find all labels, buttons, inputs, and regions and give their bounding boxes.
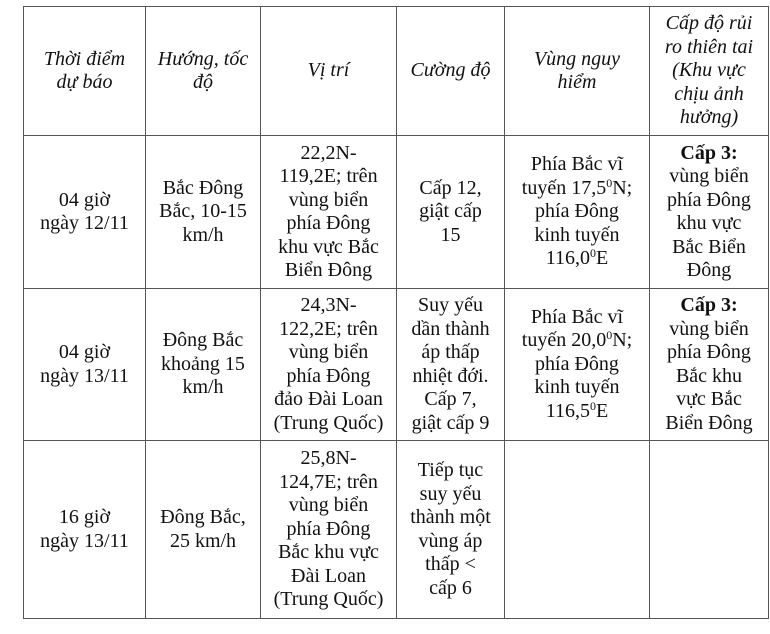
cell-direction-speed (146, 136, 261, 289)
text-line: vùng biển (669, 165, 749, 187)
text-line: vùng áp (418, 529, 483, 552)
header-direction-speed (146, 7, 261, 136)
text-line: hiểm (557, 71, 597, 93)
text-line: Cường độ (410, 59, 491, 82)
coordinate-unit: N; (612, 176, 633, 199)
cell-risk-level (650, 136, 769, 289)
text-line: chịu ảnh (674, 82, 744, 105)
cell-danger-zone (505, 441, 650, 619)
cell-direction-speed (146, 289, 261, 441)
degree-superscript: 0 (606, 328, 613, 343)
text-line: phía Đông (286, 517, 371, 540)
cell-forecast-time (24, 136, 146, 289)
text-line: Vùng nguy (533, 47, 621, 70)
text-line: 122,2E; trên (279, 317, 378, 340)
forecast-table (23, 6, 769, 619)
text-line (507, 247, 647, 271)
text-line: Phía Bắc vĩ (530, 305, 624, 328)
header-risk-level (650, 7, 769, 136)
table-row (24, 289, 769, 441)
text-line: thấp < (425, 553, 476, 575)
text-line: Thời điểm (43, 47, 126, 70)
header-danger-zone (505, 7, 650, 136)
degree-superscript: 0 (590, 246, 597, 261)
text-line: áp thấp (421, 341, 480, 363)
text-line: khu vực Bắc (278, 235, 379, 258)
text-line: vùng biển (288, 341, 369, 363)
coordinate-value: tuyến 17,5 (521, 176, 607, 199)
text-line: phía Đông (535, 352, 619, 375)
text-line: Bắc Biển (672, 235, 746, 258)
text-line: cấp 6 (429, 576, 472, 599)
text-line: 04 giờ (58, 341, 111, 363)
text-line: đảo Đài Loan (274, 388, 383, 410)
text-line: 124,7E; trên (279, 470, 378, 493)
text-line: vực Bắc (676, 388, 742, 410)
text-line (507, 329, 647, 353)
coordinate-value: 116,0 (545, 247, 591, 270)
cell-danger-zone (505, 136, 650, 289)
coordinate-unit: E (596, 399, 609, 422)
text-line: kinh tuyến (534, 223, 620, 246)
text-line: ngày 12/11 (40, 212, 129, 234)
text-line: vùng biển (288, 494, 369, 517)
risk-level-label: Cấp 3: (680, 141, 738, 164)
text-line: nhiệt đới. (412, 364, 489, 387)
text-line: phía Đông (535, 200, 619, 223)
text-line: Biển Đông (284, 259, 373, 281)
text-line: 22,2N- (300, 141, 357, 164)
text-line (507, 177, 647, 201)
text-line: (Trung Quốc) (273, 411, 384, 434)
text-line: Đài Loan (291, 564, 366, 587)
coordinate-unit: E (596, 247, 609, 270)
cell-position (261, 441, 397, 619)
text-line: suy yếu (419, 482, 482, 505)
text-line: 24,3N- (300, 294, 357, 316)
coordinate-unit: N; (612, 329, 633, 352)
text-line: thành một (410, 506, 491, 528)
text-line: Cấp độ rủi (665, 12, 753, 35)
text-line: Đông Bắc (162, 329, 244, 352)
text-line: phía Đông (667, 188, 751, 211)
table-row (24, 441, 769, 619)
text-line: Đông (686, 259, 732, 281)
text-line: Suy yếu (418, 294, 483, 316)
cell-forecast-time (24, 441, 146, 619)
text-line: hưởng) (679, 106, 739, 129)
text-line: giật cấp (419, 200, 482, 223)
text-line: 16 giờ (58, 506, 111, 528)
text-line: ngày 13/11 (40, 529, 129, 552)
cell-intensity (397, 289, 505, 441)
cell-position (261, 136, 397, 289)
header-position (261, 7, 397, 136)
text-line: ro thiên tai (664, 35, 754, 58)
text-line (507, 400, 647, 424)
text-line: 25,8N- (300, 447, 357, 470)
text-line: kinh tuyến (534, 376, 620, 399)
text-line: Biển Đông (665, 411, 753, 434)
text-line: dần thành (411, 317, 490, 340)
text-line: giật cấp 9 (411, 411, 490, 434)
coordinate-value: 116,5 (545, 399, 591, 422)
text-line: (Trung Quốc) (273, 588, 384, 611)
cell-intensity (397, 441, 505, 619)
text-line: khu vực (676, 212, 742, 234)
text-line: Vị trí (307, 59, 350, 82)
header-row (24, 7, 769, 136)
text-line: Đông Bắc, (160, 506, 246, 528)
text-line: phía Đông (667, 341, 751, 363)
cell-intensity (397, 136, 505, 289)
text-line: phía Đông (286, 212, 371, 234)
text-line: vùng biển (669, 317, 749, 340)
risk-level-label: Cấp 3: (680, 294, 738, 316)
text-line: Hướng, tốc (157, 47, 249, 70)
text-line: km/h (182, 223, 224, 246)
text-line: Tiếp tục (417, 459, 484, 481)
header-forecast-time (24, 7, 146, 136)
degree-superscript: 0 (606, 175, 613, 190)
cell-risk-level (650, 441, 769, 619)
cell-danger-zone (505, 289, 650, 441)
text-line: Bắc, 10-15 (159, 200, 247, 223)
coordinate-value: tuyến 20,0 (521, 329, 607, 352)
text-line: ngày 13/11 (40, 364, 129, 387)
text-line: 04 giờ (58, 188, 111, 211)
text-line: độ (193, 71, 213, 93)
text-line: dự báo (56, 71, 113, 93)
text-line: Bắc Đông (162, 176, 244, 199)
table-row (24, 136, 769, 289)
text-line: vùng biển (288, 188, 369, 211)
cell-forecast-time (24, 289, 146, 441)
cell-direction-speed (146, 441, 261, 619)
text-line: 25 km/h (169, 529, 237, 552)
text-line: Bắc khu (675, 364, 743, 387)
cell-position (261, 289, 397, 441)
text-line: Cấp 7, (424, 388, 477, 410)
text-line: khoảng 15 (161, 352, 245, 375)
degree-superscript: 0 (590, 398, 597, 413)
text-line: phía Đông (286, 364, 371, 387)
text-line: Cấp 12, (419, 176, 482, 199)
text-line: 119,2E; trên (279, 165, 378, 187)
text-line: (Khu vực (672, 59, 746, 82)
text-line: 15 (440, 223, 461, 246)
cell-risk-level (650, 289, 769, 441)
header-intensity (397, 7, 505, 136)
text-line: km/h (182, 376, 224, 399)
text-line: Phía Bắc vĩ (530, 153, 624, 176)
text-line: Bắc khu vực (278, 541, 379, 564)
